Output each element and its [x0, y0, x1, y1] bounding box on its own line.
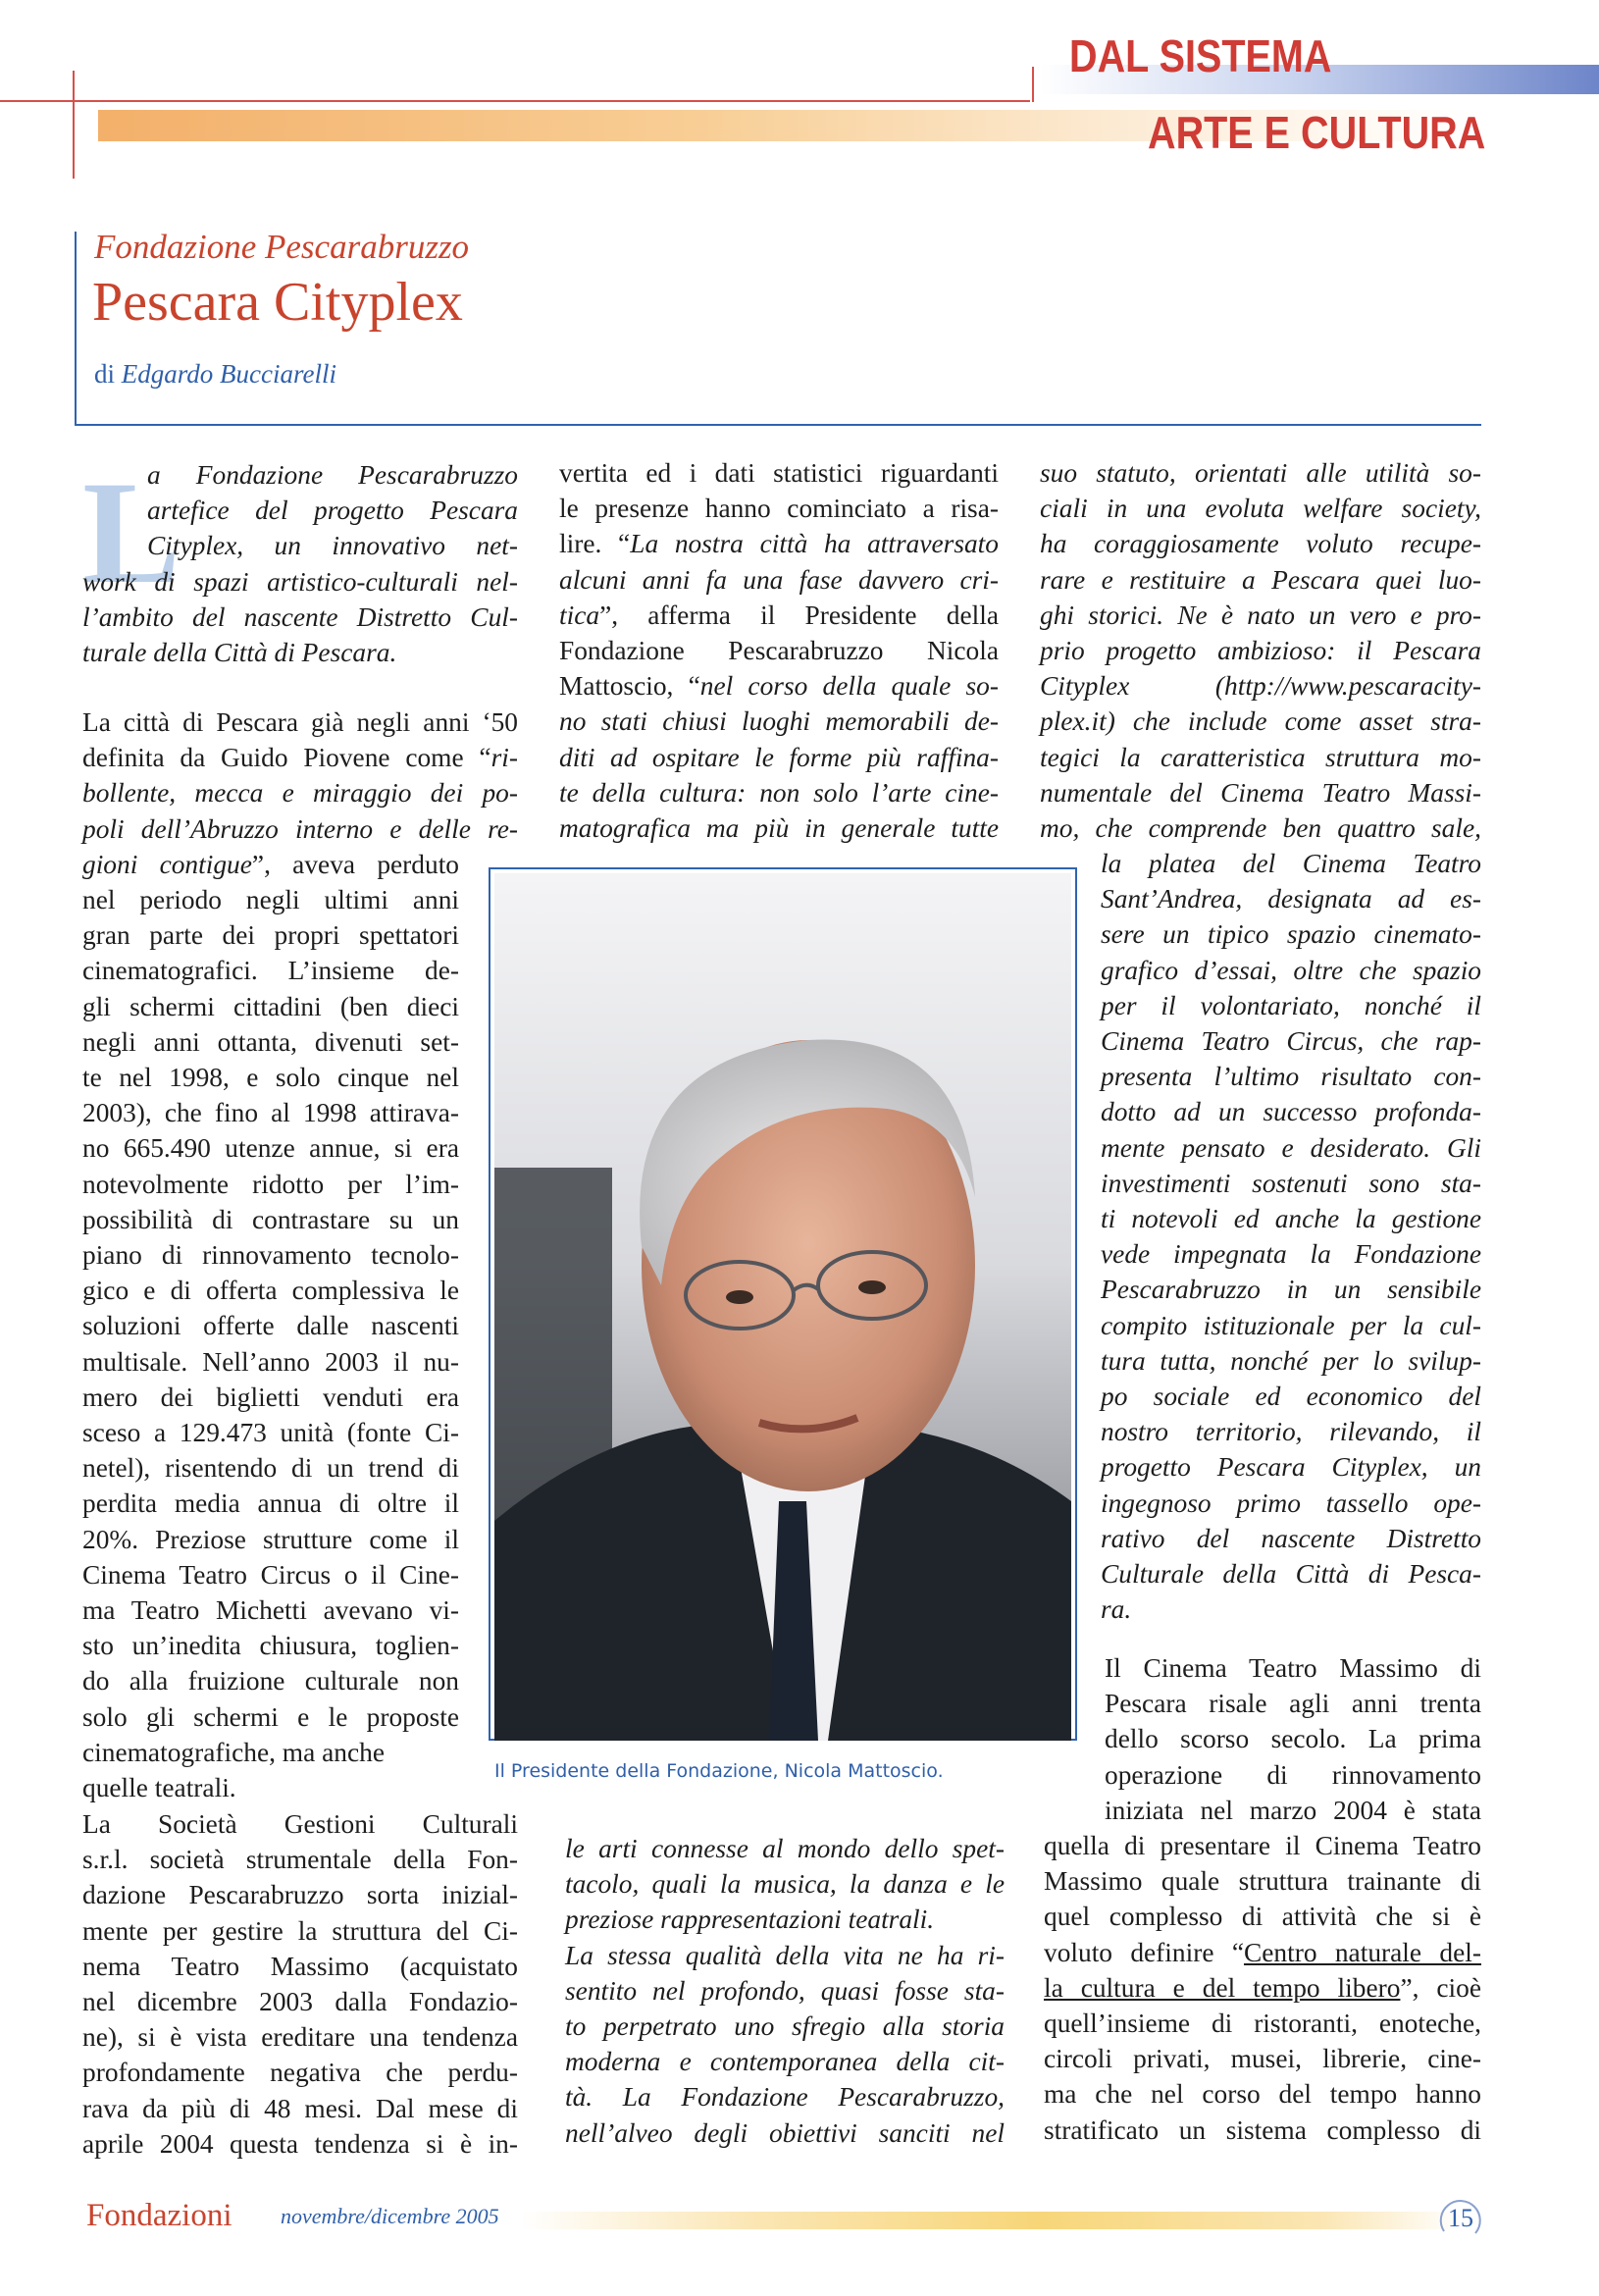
text-line: Mattoscio, “nel corso della quale so-: [559, 671, 999, 702]
text-line: La Società Gestioni Culturali: [82, 1809, 518, 1839]
text-line: gran parte dei propri spettatori: [82, 920, 459, 951]
text-line: preziose rappresentazioni teatrali.: [565, 1905, 935, 1935]
text-line: l’ambito del nascente Distretto Cul-: [82, 601, 518, 632]
article-byline: [94, 359, 336, 390]
text-line: aprile 2004 questa tendenza si è in-: [82, 2128, 518, 2159]
text-line: Cinema Teatro Circus o il Cine-: [82, 1559, 459, 1590]
text-line: tegici la caratteristica struttura mo-: [1040, 742, 1481, 772]
text-line: diti ad ospitare le forme più raffina-: [559, 742, 999, 772]
text-line: multisale. Nell’anno 2003 il nu-: [82, 1346, 459, 1377]
paragraph-3: [82, 1806, 518, 2162]
text-line: tica”, afferma il Presidente della: [559, 600, 999, 630]
text-line: ciali in una evoluta welfare society,: [1040, 494, 1481, 524]
text-line: prio progetto ambizioso: il Pescara: [1040, 636, 1481, 666]
text-line: sentito nel profondo, quasi fosse sta-: [565, 1975, 1005, 2006]
text-line: rativo del nascente Distretto: [1101, 1523, 1481, 1553]
text-line: mente pensato e desiderato. Gli: [1101, 1132, 1481, 1163]
text-line: artefice del progetto Pescara: [147, 496, 518, 526]
text-line: circoli privati, musei, librerie, cine-: [1044, 2044, 1481, 2074]
text-line: quella di presentare il Cinema Teatro: [1044, 1831, 1481, 1860]
page-number-badge: [1436, 2194, 1485, 2243]
text-line: notevolmente ridotto per l’im-: [82, 1169, 459, 1199]
text-line: ma che nel corso del tempo hanno: [1044, 2079, 1481, 2110]
text-line: investimenti sostenuti sono sta-: [1101, 1168, 1481, 1198]
page-number: 15: [1448, 2204, 1473, 2232]
text-line: ra.: [1101, 1594, 1132, 1625]
text-line: perdita media annua di oltre il: [82, 1488, 459, 1519]
text-line: soluzioni offerte dalle nascenti: [82, 1311, 459, 1341]
col3-top: [1040, 455, 1481, 846]
text-line: te della cultura: non solo l’arte cine-: [559, 777, 999, 808]
text-line: numentale del Cinema Teatro Massi-: [1040, 777, 1481, 808]
text-line: no 665.490 utenze annue, si era: [82, 1133, 459, 1164]
text-line: plex.it) che include come asset stra-: [1040, 706, 1481, 737]
text-line: a Fondazione Pescarabruzzo: [147, 460, 518, 490]
header-vertical-rule: [73, 71, 75, 179]
text-line: bollente, mecca e miraggio dei po-: [82, 778, 518, 809]
section-label-line2: ARTE E CULTURA: [1148, 107, 1486, 158]
text-line: mente per gestire la struttura del Ci-: [82, 1915, 518, 1946]
col3-roman-b: [1044, 1828, 1481, 2148]
text-line: solo gli schermi e le proposte: [82, 1701, 459, 1732]
article-kicker: Fondazione Pescarabruzzo: [94, 228, 470, 266]
text-line: possibilità di contrastare su un: [82, 1204, 459, 1234]
text-line: rare e restituire a Pescara quei luo-: [1040, 564, 1481, 595]
header-tick: [1032, 67, 1034, 102]
title-block-left-rule: [75, 232, 77, 426]
text-line: Sant’Andrea, designata ad es-: [1101, 884, 1481, 914]
text-line: dazione Pescarabruzzo sorta inizial-: [82, 1880, 518, 1910]
text-line: netel), risentendo di un trend di: [82, 1453, 459, 1484]
footer-band: [520, 2212, 1462, 2229]
col3-wrap: [1101, 846, 1481, 1627]
text-line: piano di rinnovamento tecnolo-: [82, 1240, 459, 1271]
text-line: progetto Pescara Cityplex, un: [1101, 1452, 1481, 1483]
text-line: Culturale della Città di Pesca-: [1101, 1559, 1481, 1590]
text-line: compito istituzionale per la cul-: [1101, 1310, 1481, 1340]
byline-prefix: di: [94, 359, 116, 389]
text-line: Il Cinema Teatro Massimo di: [1105, 1653, 1481, 1683]
text-line: Cinema Teatro Circus, che rap-: [1101, 1026, 1481, 1057]
text-line: Massimo quale struttura trainante di: [1044, 1866, 1481, 1897]
text-line: dotto ad un successo profonda-: [1101, 1097, 1481, 1127]
text-line: sceso a 129.473 unità (fonte Ci-: [82, 1418, 459, 1448]
text-line: moderna e contemporanea della cit-: [565, 2047, 1005, 2077]
paragraph-2-intro: [82, 704, 518, 847]
text-line: definita da Guido Piovene come “ri-: [82, 743, 518, 773]
text-line: nel periodo negli ultimi anni: [82, 885, 459, 914]
photo-caption: Il Presidente della Fondazione, Nicola Mattoscio.: [494, 1760, 944, 1782]
text-line: quelle teatrali.: [82, 1773, 236, 1803]
text-line: sere un tipico spazio cinemato-: [1101, 919, 1481, 950]
text-line: ne), si è vista ereditare una tendenza: [82, 2022, 518, 2053]
text-line: dello scorso secolo. La prima: [1105, 1724, 1481, 1754]
text-line: do alla fruizione culturale non: [82, 1666, 459, 1696]
text-line: po sociale ed economico del: [1101, 1382, 1481, 1412]
text-line: nostro territorio, rilevando, il: [1101, 1417, 1481, 1447]
text-line: to perpetrato uno sfregio alla storia: [565, 2011, 1005, 2042]
text-line: grafico d’essai, oltre che spazio: [1101, 955, 1481, 985]
title-block-bottom-rule: [75, 424, 1481, 426]
text-line: presenta l’ultimo risultato con-: [1101, 1062, 1481, 1092]
col2-bottom: [565, 1831, 1005, 2151]
text-line: La città di Pescara già negli anni ‘50: [82, 707, 518, 737]
text-line: negli anni ottanta, divenuti set-: [82, 1026, 459, 1057]
footer-brand: Fondazioni: [86, 2198, 232, 2233]
intro-lead-cont: [82, 564, 518, 671]
text-line: Cityplex (http://www.pescaracity-: [1040, 671, 1481, 702]
text-line: voluto definire “Centro naturale del-: [1044, 1937, 1481, 1967]
text-line: ma Teatro Michetti avevano vi-: [82, 1595, 459, 1626]
text-line: sto un’inedita chiusura, toglien-: [82, 1631, 459, 1661]
text-line: 2003), che fino al 1998 attirava-: [82, 1098, 459, 1128]
col3-roman-a: [1105, 1650, 1481, 1828]
text-line: cinematografici. L’insieme de-: [82, 956, 459, 986]
text-line: vede impegnata la Fondazione: [1101, 1239, 1481, 1270]
text-line: cinematografiche, ma anche: [82, 1737, 385, 1767]
text-line: Cityplex, un innovativo net-: [147, 531, 518, 561]
text-line: per il volontariato, nonché il: [1101, 990, 1481, 1020]
text-line: nema Teatro Massimo (acquistato: [82, 1951, 518, 1981]
intro-lead: [147, 457, 518, 564]
text-line: Pescarabruzzo in un sensibile: [1101, 1275, 1481, 1305]
text-line: tacolo, quali la musica, la danza e le: [565, 1869, 1005, 1900]
article-title: Pescara Cityplex: [92, 272, 463, 333]
text-line: matografica ma più in generale tutte: [559, 813, 999, 844]
text-line: rava da più di 48 mesi. Dal mese di: [82, 2093, 518, 2123]
footer-issue-date: novembre/dicembre 2005: [281, 2204, 499, 2228]
drop-cap: L: [82, 451, 181, 614]
text-line: lire. “La nostra città ha attraversato: [559, 529, 999, 559]
col2-top: [559, 455, 999, 846]
text-line: tà. La Fondazione Pescarabruzzo,: [565, 2082, 1005, 2113]
text-line: Fondazione Pescarabruzzo Nicola: [559, 636, 999, 666]
text-line: le presenze hanno cominciato a risa-: [559, 494, 999, 524]
text-line: ingegnoso primo tassello ope-: [1101, 1487, 1481, 1518]
text-line: nel dicembre 2003 dalla Fondazio-: [82, 1987, 518, 2017]
text-line: 20%. Preziose strutture come il: [82, 1524, 459, 1554]
portrait-photo: [494, 873, 1071, 1741]
text-line: gioni contigue”, aveva perduto: [82, 849, 459, 879]
header-rule: [0, 100, 1030, 102]
text-line: la platea del Cinema Teatro: [1101, 849, 1481, 878]
text-line: operazione di rinnovamento: [1105, 1759, 1481, 1790]
text-line: tura tutta, nonché per lo svilup-: [1101, 1345, 1481, 1376]
text-line: Pescara risale agli anni trenta: [1105, 1689, 1481, 1719]
author-name: Edgardo Bucciarelli: [121, 359, 336, 389]
text-line: mo, che comprende ben quattro sale,: [1040, 813, 1481, 844]
text-line: s.r.l. società strumentale della Fon-: [82, 1845, 518, 1875]
text-line: mero dei biglietti venduti era: [82, 1382, 459, 1412]
paragraph-2-body: [82, 847, 459, 1805]
text-line: le arti connesse al mondo dello spet-: [565, 1834, 1005, 1863]
text-line: vertita ed i dati statistici riguardanti: [559, 458, 999, 488]
text-line: la cultura e del tempo libero”, cioè: [1044, 1972, 1481, 2003]
text-line: gico e di offerta complessiva le: [82, 1276, 459, 1306]
text-line: profondamente negativa che perdu-: [82, 2058, 518, 2088]
text-line: suo statuto, orientati alle utilità so-: [1040, 458, 1481, 488]
text-line: nell’alveo degli obiettivi sanciti nel: [565, 2117, 1005, 2148]
text-line: ha coraggiosamente voluto recupe-: [1040, 529, 1481, 559]
text-line: La stessa qualità della vita ne ha ri-: [565, 1940, 1005, 1970]
text-line: work di spazi artistico-culturali nel-: [82, 566, 518, 597]
text-line: te nel 1998, e solo cinque nel: [82, 1063, 459, 1093]
text-line: ghi storici. Ne è nato un vero e pro-: [1040, 600, 1481, 630]
text-line: alcuni anni fa una fase davvero cri-: [559, 564, 999, 595]
text-line: stratificato un sistema complesso di: [1044, 2114, 1481, 2145]
text-line: gli schermi cittadini (ben dieci: [82, 991, 459, 1021]
text-line: ti notevoli ed anche la gestione: [1101, 1204, 1481, 1234]
section-label-line1: DAL SISTEMA: [1069, 30, 1332, 81]
text-line: quell’insieme di ristoranti, enoteche,: [1044, 2009, 1481, 2039]
text-line: poli dell’Abruzzo interno e delle re-: [82, 813, 518, 844]
text-line: iniziata nel marzo 2004 è stata: [1105, 1795, 1481, 1825]
text-line: quel complesso di attività che si è: [1044, 1902, 1481, 1932]
text-line: no stati chiusi luoghi memorabili de-: [559, 706, 999, 737]
text-line: turale della Città di Pescara.: [82, 638, 397, 667]
